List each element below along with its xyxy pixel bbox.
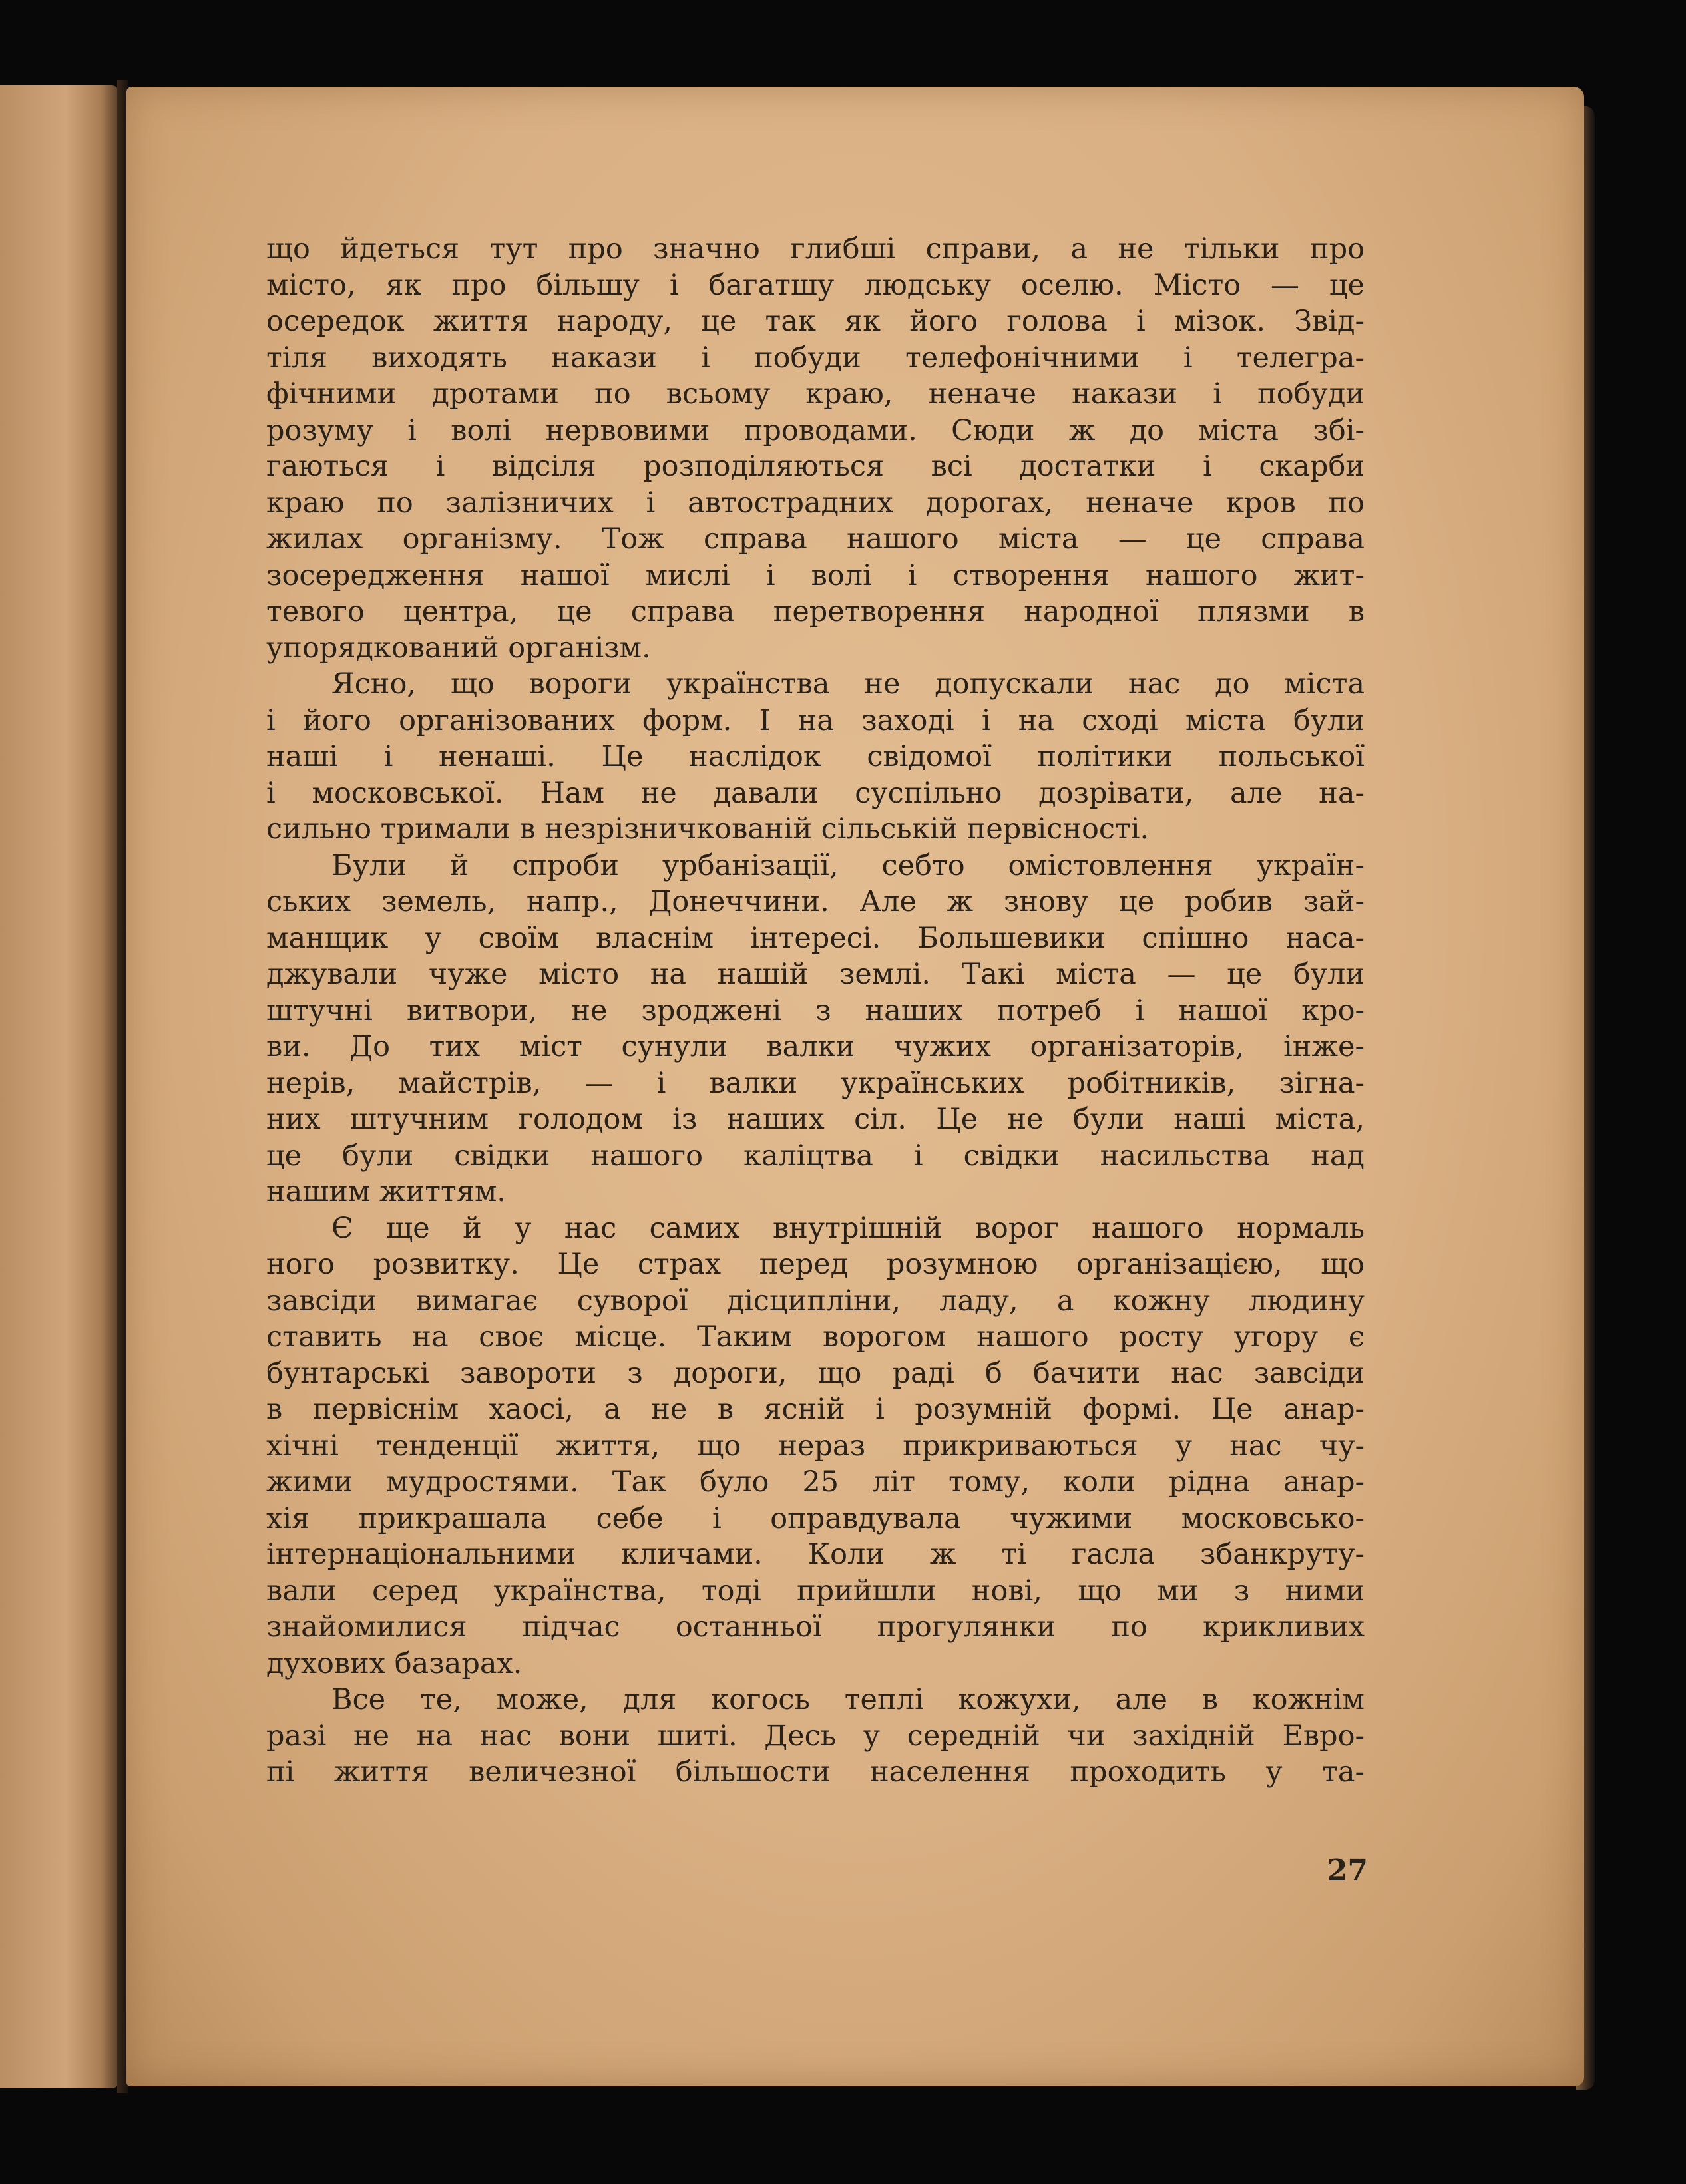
- text-line: тіля виходять накази і побуди телефонічними і телегра-: [266, 341, 1365, 375]
- text-line: ви. До тих міст сунули валки чужих організаторів, інже-: [266, 1030, 1365, 1063]
- text-line: ських земель, напр., Донеччини. Але ж знову це робив зай-: [266, 885, 1365, 918]
- text-line: осередок життя народу, це так як його голова і мізок. Звід-: [266, 305, 1365, 338]
- text-line: упорядкований організм.: [266, 631, 651, 665]
- text-line: них штучним голодом із наших сіл. Це не були наші міста,: [266, 1103, 1365, 1136]
- text-line: хія прикрашала себе і оправдувала чужими московсько-: [266, 1501, 1365, 1535]
- text-line: наші і ненаші. Це наслідок свідомої політики польської: [266, 740, 1365, 773]
- text-line: вали серед українства, тоді прийшли нові, що ми з ними: [266, 1574, 1365, 1608]
- text-line: ставить на своє місце. Таким ворогом нашого росту угору є: [266, 1320, 1365, 1354]
- text-line: хічні тенденції життя, що нераз прикриваються у нас чу-: [266, 1429, 1365, 1463]
- paragraph-first-line: Є ще й у нас самих внутрішній ворог нашого нормаль: [331, 1211, 1365, 1245]
- text-line: і його організованих форм. І на заході і на сході міста були: [266, 703, 1365, 737]
- text-line: інтернаціональними кличами. Коли ж ті гасла збанкруту-: [266, 1538, 1365, 1571]
- text-line: завсіди вимагає суворої дісципліни, ладу, а кожну людину: [266, 1284, 1365, 1318]
- text-line: це були свідки нашого каліцтва і свідки насильства над: [266, 1139, 1365, 1173]
- paragraph-first-line: Ясно, що вороги українства не допускали нас до міста: [331, 667, 1365, 701]
- left-page-edge: [0, 85, 118, 2088]
- paragraph-first-line: Все те, може, для когось теплі кожухи, але в кожнім: [331, 1683, 1365, 1716]
- text-line: розуму і волі нервовими проводами. Сюди ж до міста збі-: [266, 413, 1365, 447]
- text-line: краю по залізничих і автострадних дорогах, неначе кров по: [266, 486, 1365, 520]
- text-line: ного розвитку. Це страх перед розумною організацією, що: [266, 1248, 1365, 1281]
- text-line: штучні витвори, не зроджені з наших потреб і нашої кро-: [266, 994, 1365, 1027]
- text-line: зосередження нашої мислі і волі і створення нашого жит-: [266, 558, 1365, 592]
- text-line: тевого центра, це справа перетворення народної плязми в: [266, 595, 1365, 628]
- page-body-text: [266, 231, 1365, 1791]
- text-line: сильно тримали в незрізничкованій сільській первісності.: [266, 813, 1150, 846]
- text-line: разі не на нас вони шиті. Десь у середній чи західній Евро-: [266, 1719, 1365, 1753]
- text-line: і московської. Нам не давали суспільно дозрівати, але на-: [266, 776, 1365, 810]
- text-line: в первіснім хаосі, а не в ясній і розумній формі. Це анар-: [266, 1393, 1365, 1426]
- text-line: духових базарах.: [266, 1646, 523, 1680]
- text-line: пі життя величезної більшости населення проходить у та-: [266, 1755, 1365, 1789]
- text-line: знайомилися підчас останньої прогулянки по крикливих: [266, 1610, 1365, 1644]
- text-line: бунтарські завороти з дороги, що раді б бачити нас завсіди: [266, 1356, 1365, 1390]
- text-line: що йдеться тут про значно глибші справи, а не тільки про: [266, 232, 1365, 266]
- text-line: нашим життям.: [266, 1175, 507, 1208]
- text-line: джували чуже місто на нашій землі. Такі міста — це були: [266, 958, 1365, 991]
- text-line: жилах організму. Тож справа нашого міста — це справа: [266, 522, 1365, 556]
- text-line: нерів, майстрів, — і валки українських робітників, зігна-: [266, 1066, 1365, 1100]
- text-line: місто, як про більшу і багатшу людську оселю. Місто — це: [266, 268, 1365, 302]
- text-line: жими мудростями. Так було 25 літ тому, коли рідна анар-: [266, 1465, 1365, 1499]
- text-line: фічними дротами по всьому краю, неначе накази і побуди: [266, 377, 1365, 411]
- paragraph-first-line: Були й спроби урбанізації, себто омістовлення україн-: [331, 848, 1365, 882]
- text-line: манщик у своїм власнім інтересі. Большевики спішно наса-: [266, 921, 1365, 955]
- page-number: 27: [1327, 1853, 1368, 1887]
- text-line: гаються і відсіля розподіляються всі достатки і скарби: [266, 450, 1365, 483]
